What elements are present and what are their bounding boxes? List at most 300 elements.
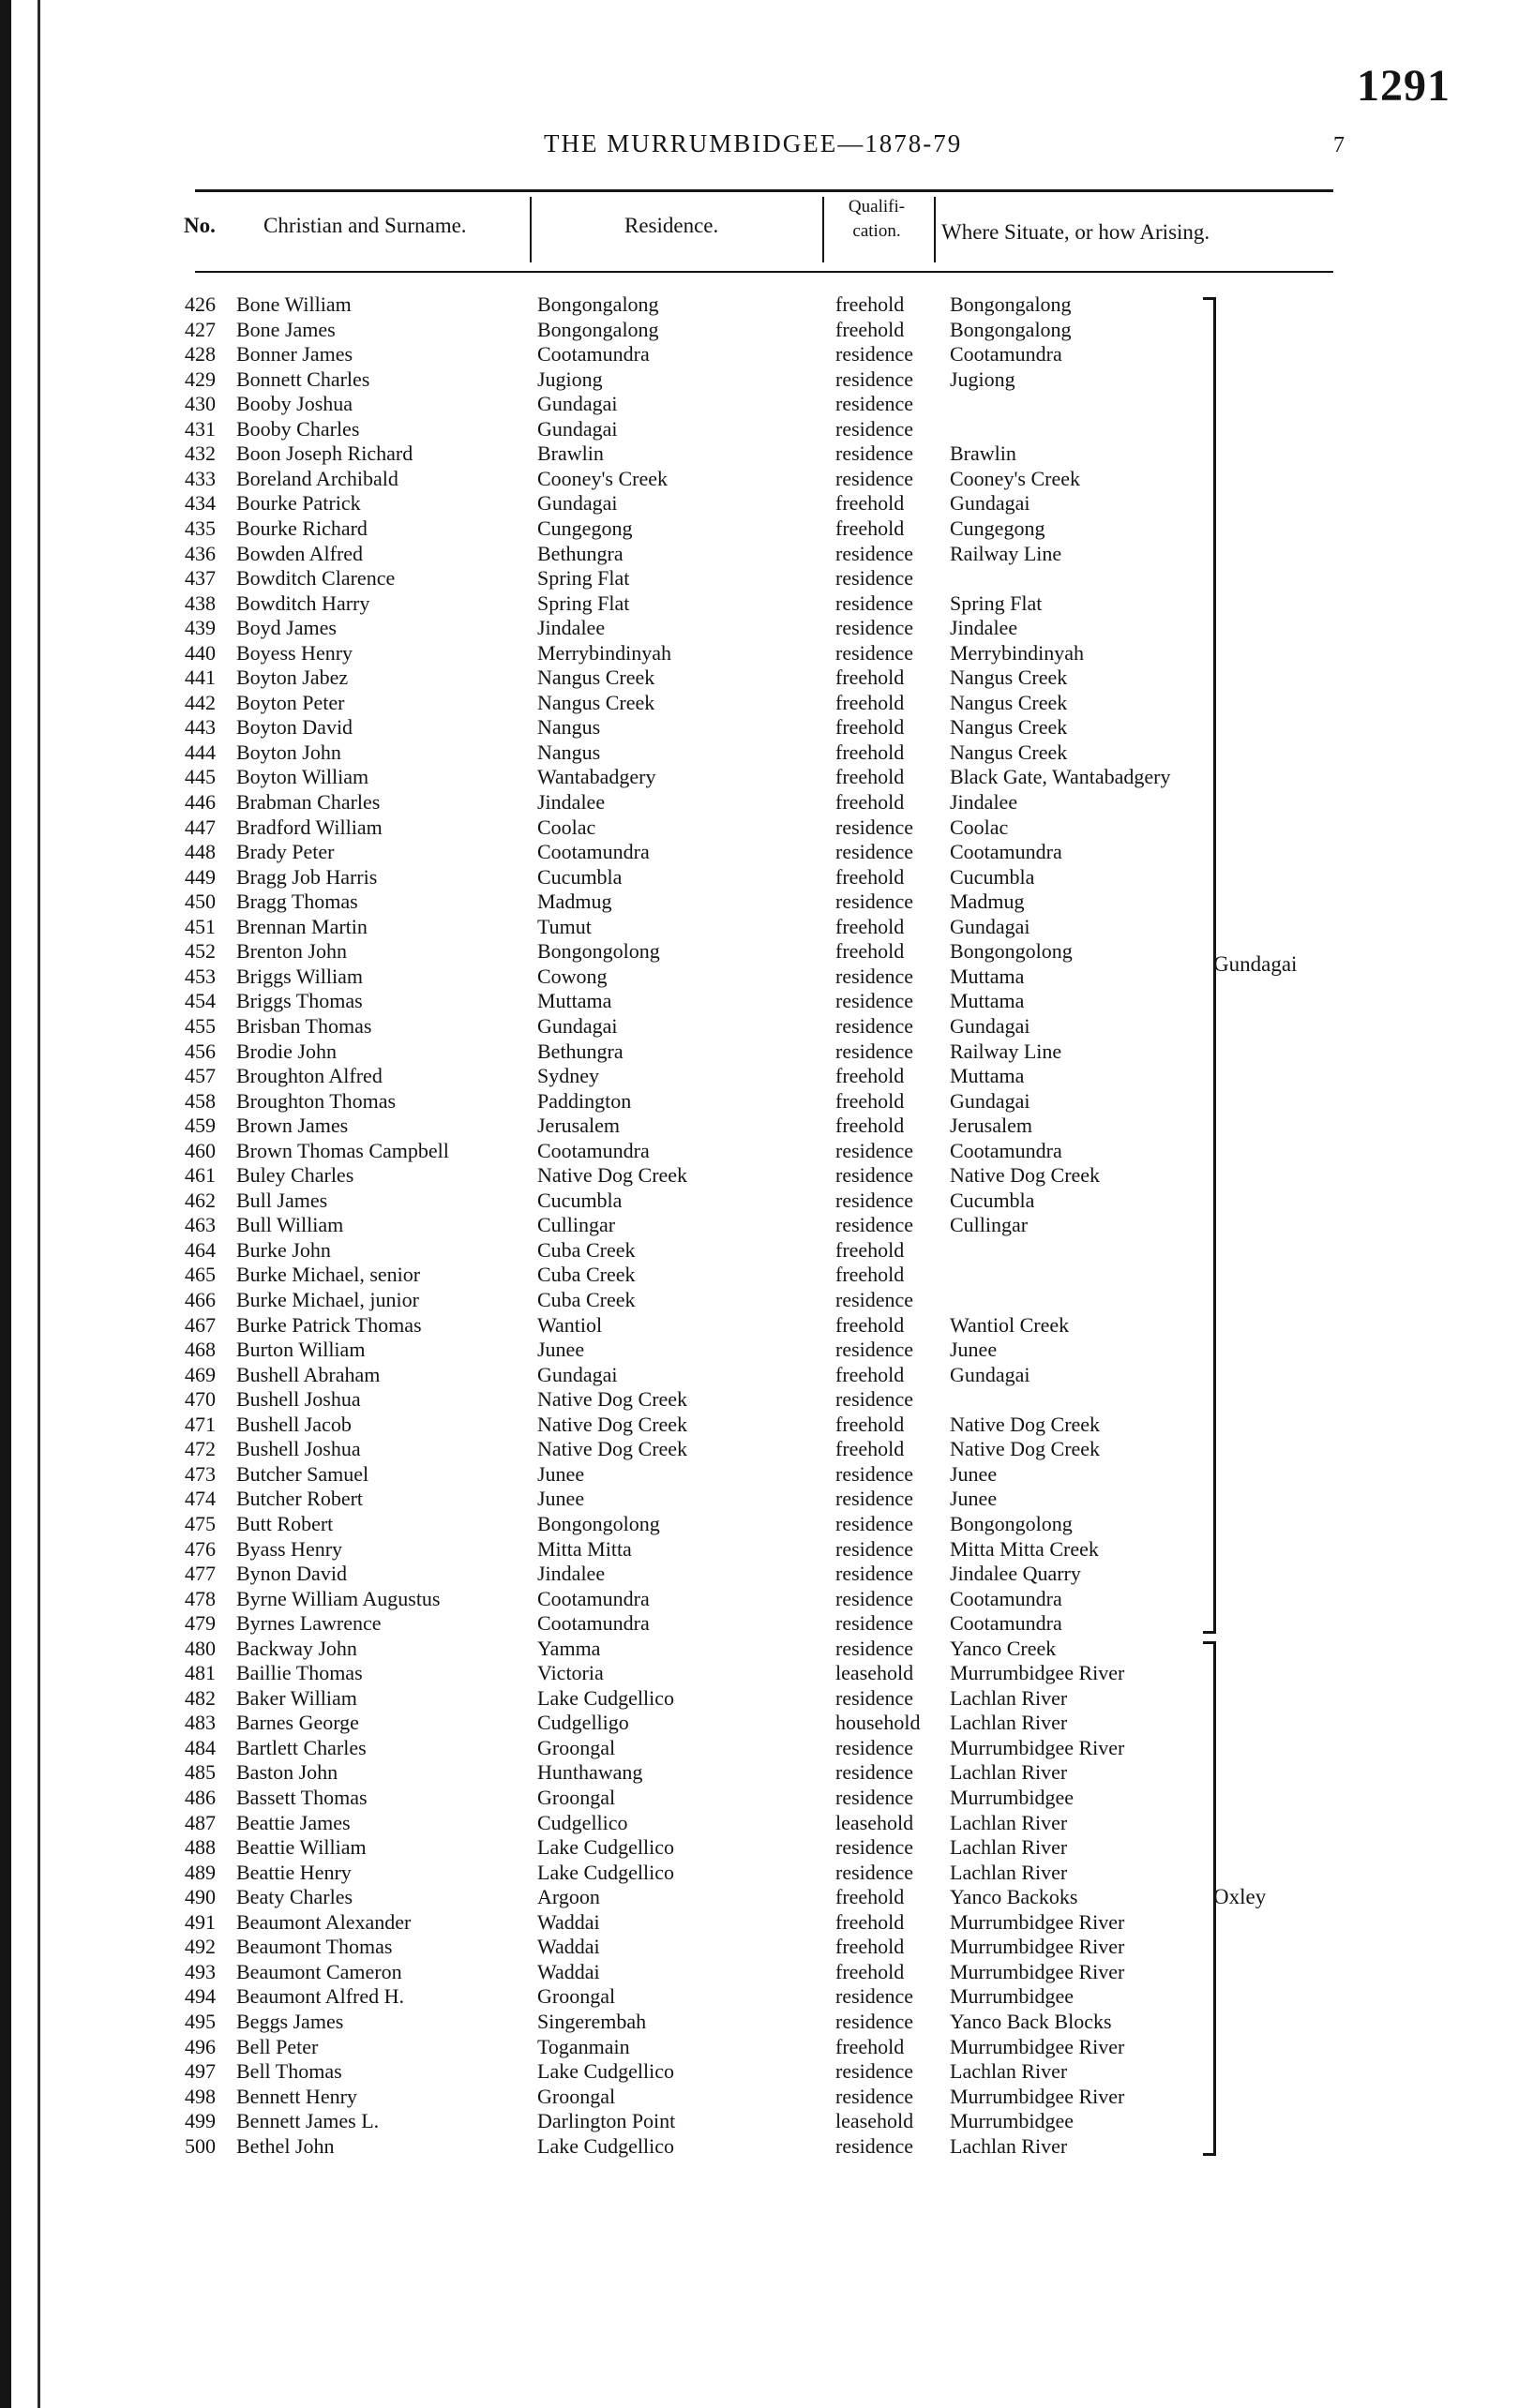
entry-name: Baillie Thomas	[236, 1661, 363, 1685]
entry-residence: Cudgellico	[537, 1810, 628, 1834]
entry-where-situate: Jerusalem	[950, 1114, 1032, 1138]
entry-residence: Lake Cudgellico	[537, 1860, 675, 1884]
entry-residence: Cootamundra	[537, 840, 650, 864]
entry-name: Bushell Jacob	[236, 1412, 352, 1436]
entry-name: Bowditch Harry	[236, 591, 370, 615]
entry-residence: Groongal	[537, 1735, 616, 1759]
entry-where-situate: Junee	[950, 1487, 998, 1511]
brace-end	[1203, 2153, 1216, 2156]
entry-number: 497	[185, 2059, 216, 2084]
entry-residence: Gundagai	[537, 416, 618, 441]
entry-residence: Muttama	[537, 989, 612, 1013]
entry-where-situate: Lachlan River	[950, 1711, 1068, 1735]
entry-name: Brown Thomas Campbell	[236, 1138, 449, 1162]
entry-where-situate: Bongongolong	[950, 1511, 1073, 1535]
entry-residence: Spring Flat	[537, 566, 630, 591]
entry-where-situate: Gundagai	[950, 914, 1030, 938]
entry-number: 482	[185, 1685, 216, 1710]
entry-number: 468	[185, 1338, 216, 1362]
entry-name: Brown James	[236, 1114, 349, 1138]
entry-where-situate: Madmug	[950, 890, 1025, 914]
entry-number: 426	[185, 292, 216, 316]
entry-where-situate: Muttama	[950, 964, 1025, 988]
entry-number: 480	[185, 1636, 216, 1660]
entry-qualification: leasehold	[835, 1661, 914, 1685]
entry-qualification: freehold	[835, 914, 905, 938]
entry-qualification: residence	[835, 1835, 914, 1860]
entry-where-situate: Bongongalong	[950, 317, 1072, 341]
page-title: THE MURRUMBIDGEE—1878-79	[544, 129, 963, 157]
entry-name: Briggs Thomas	[236, 989, 363, 1013]
entry-qualification: residence	[835, 1586, 914, 1610]
entry-residence: Lake Cudgellico	[537, 1685, 675, 1710]
group-label: Gundagai	[1213, 951, 1298, 976]
entry-name: Bennett Henry	[236, 2084, 357, 2108]
entry-where-situate: Murrumbidgee	[950, 1786, 1074, 1809]
entry-residence: Yamma	[537, 1636, 601, 1660]
entry-residence: Junee	[537, 1487, 585, 1511]
entry-number: 474	[185, 1487, 216, 1511]
entry-residence: Brawlin	[537, 441, 604, 466]
entry-qualification: freehold	[835, 1312, 905, 1337]
entry-name: Boyess Henry	[236, 640, 353, 665]
entry-qualification: residence	[835, 392, 914, 416]
entry-name: Bell Thomas	[236, 2059, 342, 2084]
entry-where-situate: Murrumbidgee River	[950, 1661, 1125, 1685]
entry-residence: Jindalee	[537, 1562, 606, 1586]
entry-name: Beaumont Alfred H.	[236, 1984, 405, 2009]
entry-name: Bonner James	[236, 342, 353, 366]
column-divider	[530, 197, 532, 262]
entry-qualification: residence	[835, 416, 914, 441]
entry-qualification: residence	[835, 1188, 914, 1212]
entry-residence: Lake Cudgellico	[537, 2133, 675, 2158]
entry-number: 489	[185, 1860, 216, 1884]
entry-qualification: residence	[835, 1039, 914, 1063]
entry-residence: Cungegong	[537, 516, 633, 540]
entry-number: 473	[185, 1461, 216, 1486]
entry-name: Booby Joshua	[236, 392, 353, 416]
entry-where-situate: Yanco Backoks	[950, 1885, 1078, 1909]
entry-name: Beattie William	[236, 1835, 367, 1860]
entry-name: Bowditch Clarence	[236, 566, 396, 591]
entry-number: 462	[185, 1188, 216, 1212]
entry-number: 467	[185, 1312, 216, 1337]
entry-name: Baston John	[236, 1760, 338, 1785]
brace-end	[1203, 297, 1216, 300]
entry-residence: Nangus Creek	[537, 666, 655, 690]
entry-number: 492	[185, 1935, 216, 1959]
entry-number: 454	[185, 989, 216, 1013]
entry-qualification: freehold	[835, 790, 905, 814]
entry-where-situate: Junee	[950, 1338, 998, 1362]
entry-qualification: residence	[835, 1984, 914, 2009]
entry-residence: Nangus	[537, 740, 601, 764]
entry-residence: Cudgelligo	[537, 1711, 629, 1735]
entry-qualification: residence	[835, 541, 914, 565]
entry-where-situate: Murrumbidgee River	[950, 2084, 1125, 2108]
entry-name: Brisban Thomas	[236, 1013, 372, 1038]
entry-number: 496	[185, 2034, 216, 2058]
entry-name: Bowden Alfred	[236, 541, 364, 565]
entry-qualification: freehold	[835, 1263, 905, 1287]
entry-where-situate: Murrumbidgee River	[950, 1909, 1125, 1934]
entry-where-situate: Yanco Creek	[950, 1636, 1057, 1660]
entry-name: Bragg Thomas	[236, 890, 358, 914]
entry-where-situate: Cucumbla	[950, 864, 1035, 889]
brace-end	[1203, 1641, 1216, 1644]
entry-name: Boyton Peter	[236, 690, 345, 714]
entry-residence: Argoon	[537, 1885, 600, 1909]
entry-where-situate: Jugiong	[950, 366, 1015, 391]
entry-qualification: freehold	[835, 1088, 905, 1113]
entry-name: Brady Peter	[236, 840, 335, 864]
entry-qualification: residence	[835, 441, 914, 466]
entry-name: Bartlett Charles	[236, 1735, 367, 1759]
entry-qualification: residence	[835, 616, 914, 640]
entry-number: 429	[185, 366, 216, 391]
entry-where-situate: Murrumbidgee River	[950, 1959, 1125, 1983]
entry-qualification: residence	[835, 366, 914, 391]
entry-qualification: residence	[835, 1213, 914, 1237]
entry-name: Bone James	[236, 317, 336, 341]
entry-number: 451	[185, 914, 216, 938]
entry-where-situate: Lachlan River	[950, 2133, 1068, 2158]
entry-name: Briggs William	[236, 964, 363, 988]
entry-residence: Bethungra	[537, 541, 624, 565]
entry-name: Boyd James	[236, 616, 337, 640]
entry-qualification: freehold	[835, 1885, 905, 1909]
entry-where-situate: Junee	[950, 1461, 998, 1486]
entry-number: 434	[185, 491, 216, 516]
entry-qualification: residence	[835, 1461, 914, 1486]
entry-number: 438	[185, 591, 216, 615]
entry-residence: Paddington	[537, 1088, 632, 1113]
entry-where-situate: Brawlin	[950, 441, 1016, 466]
entry-residence: Cootamundra	[537, 342, 650, 366]
entry-where-situate: Lachlan River	[950, 1685, 1068, 1710]
header-bottom-rule	[195, 271, 1333, 273]
entry-number: 443	[185, 715, 216, 740]
entry-where-situate: Lachlan River	[950, 1835, 1068, 1860]
book-spine-shadow	[0, 0, 11, 2408]
entry-name: Bourke Patrick	[236, 491, 361, 516]
header-qualification: Qualifi-cation.	[848, 197, 906, 241]
entry-name: Burke Michael, senior	[236, 1263, 421, 1287]
entry-qualification: residence	[835, 1611, 914, 1636]
entry-name: Butcher Robert	[236, 1487, 364, 1511]
entry-name: Boyton William	[236, 765, 369, 789]
entry-where-situate: Bongongolong	[950, 939, 1073, 964]
entry-where-situate: Gundagai	[950, 1362, 1030, 1386]
entry-where-situate: Bongongalong	[950, 292, 1072, 316]
entry-residence: Merrybindinyah	[537, 640, 671, 665]
entry-where-situate: Jindalee	[950, 790, 1018, 814]
entry-residence: Tumut	[537, 914, 592, 938]
entry-name: Bonnett Charles	[236, 366, 370, 391]
entry-qualification: freehold	[835, 1237, 905, 1262]
entry-residence: Cucumbla	[537, 1188, 623, 1212]
entry-qualification: residence	[835, 2009, 914, 2033]
entry-residence: Lake Cudgellico	[537, 2059, 675, 2084]
entry-where-situate: Cooney's Creek	[950, 466, 1080, 490]
entry-number: 437	[185, 566, 216, 591]
entry-number: 466	[185, 1288, 216, 1311]
entry-number: 470	[185, 1387, 216, 1412]
entry-qualification: residence	[835, 1138, 914, 1162]
entry-number: 487	[185, 1810, 216, 1834]
entry-residence: Cootamundra	[537, 1611, 650, 1636]
entry-qualification: residence	[835, 466, 914, 490]
entry-number: 491	[185, 1909, 216, 1934]
entry-qualification: residence	[835, 989, 914, 1013]
entry-residence: Waddai	[537, 1935, 600, 1959]
entry-residence: Jerusalem	[537, 1114, 620, 1138]
entry-name: Boyton Jabez	[236, 666, 349, 690]
entry-number: 449	[185, 864, 216, 889]
entry-number: 479	[185, 1611, 216, 1636]
entry-name: Brodie John	[236, 1039, 337, 1063]
column-divider	[934, 197, 936, 262]
entry-name: Brabman Charles	[236, 790, 381, 814]
entry-name: Beaumont Thomas	[236, 1935, 393, 1959]
entry-name: Boyton David	[236, 715, 353, 740]
entry-name: Butcher Samuel	[236, 1461, 369, 1486]
entry-where-situate: Muttama	[950, 1064, 1025, 1088]
entry-qualification: freehold	[835, 1437, 905, 1461]
entry-residence: Bongongolong	[537, 1511, 660, 1535]
entry-residence: Groongal	[537, 2084, 616, 2108]
entry-number: 481	[185, 1661, 216, 1685]
entry-qualification: residence	[835, 1338, 914, 1362]
entry-name: Barnes George	[236, 1711, 359, 1735]
entry-name: Beggs James	[236, 2009, 344, 2033]
entry-qualification: freehold	[835, 516, 905, 540]
entry-name: Baker William	[236, 1685, 357, 1710]
entry-name: Beattie Henry	[236, 1860, 352, 1884]
entry-number: 432	[185, 441, 216, 466]
entry-name: Beattie James	[236, 1810, 351, 1834]
entry-number: 452	[185, 939, 216, 964]
entry-number: 444	[185, 740, 216, 764]
entry-qualification: residence	[835, 2084, 914, 2108]
entry-number: 441	[185, 666, 216, 690]
entry-residence: Gundagai	[537, 392, 618, 416]
entry-residence: Spring Flat	[537, 591, 630, 615]
entry-residence: Cuba Creek	[537, 1237, 636, 1262]
entry-qualification: residence	[835, 640, 914, 665]
entry-where-situate: Nangus Creek	[950, 666, 1068, 690]
entry-where-situate: Gundagai	[950, 1088, 1030, 1113]
entry-number: 461	[185, 1163, 216, 1188]
entry-residence: Jugiong	[537, 366, 603, 391]
entry-qualification: freehold	[835, 1959, 905, 1983]
entry-qualification: freehold	[835, 317, 905, 341]
entry-name: Burton William	[236, 1338, 366, 1362]
entry-qualification: residence	[835, 342, 914, 366]
entry-number: 459	[185, 1114, 216, 1138]
column-divider	[822, 197, 824, 262]
entry-residence: Coolac	[537, 815, 596, 839]
entry-residence: Native Dog Creek	[537, 1437, 688, 1461]
entry-residence: Bongongolong	[537, 939, 660, 964]
entry-number: 448	[185, 840, 216, 864]
entry-number: 500	[185, 2133, 216, 2158]
entry-qualification: freehold	[835, 740, 905, 764]
entry-number: 477	[185, 1562, 216, 1586]
entry-qualification: freehold	[835, 666, 905, 690]
entry-where-situate: Lachlan River	[950, 1760, 1068, 1785]
entry-residence: Nangus Creek	[537, 690, 655, 714]
group-label: Oxley	[1213, 1885, 1267, 1909]
entry-qualification: residence	[835, 1562, 914, 1586]
entry-where-situate: Jindalee Quarry	[950, 1562, 1081, 1586]
entry-number: 445	[185, 765, 216, 789]
entry-number: 435	[185, 516, 216, 540]
entry-qualification: residence	[835, 1387, 914, 1412]
entry-qualification: freehold	[835, 864, 905, 889]
entry-number: 469	[185, 1362, 216, 1386]
entry-number: 475	[185, 1511, 216, 1535]
entry-number: 428	[185, 342, 216, 366]
entry-qualification: residence	[835, 2133, 914, 2158]
entry-residence: Sydney	[537, 1064, 599, 1088]
entry-qualification: residence	[835, 1536, 914, 1561]
entry-residence: Cullingar	[537, 1213, 616, 1237]
entry-qualification: freehold	[835, 491, 905, 516]
entry-name: Boyton John	[236, 740, 341, 764]
entry-name: Bethel John	[236, 2133, 335, 2158]
entry-name: Boreland Archibald	[236, 466, 398, 490]
entry-name: Bradford William	[236, 815, 383, 839]
entry-residence: Darlington Point	[537, 2109, 676, 2133]
entry-number: 494	[185, 1984, 216, 2009]
entry-residence: Singerembah	[537, 2009, 647, 2033]
entry-number: 485	[185, 1760, 216, 1785]
entry-qualification: freehold	[835, 690, 905, 714]
entry-where-situate: Murrumbidgee River	[950, 1935, 1125, 1959]
header-top-rule	[195, 189, 1333, 192]
entry-number: 447	[185, 815, 216, 839]
entry-where-situate: Coolac	[950, 815, 1009, 839]
entry-residence: Jindalee	[537, 616, 606, 640]
entry-where-situate: Cungegong	[950, 516, 1045, 540]
entry-residence: Bongongalong	[537, 292, 659, 316]
entry-residence: Hunthawang	[537, 1760, 643, 1785]
entry-where-situate: Wantiol Creek	[950, 1312, 1070, 1337]
entry-where-situate: Jindalee	[950, 616, 1018, 640]
entry-residence: Cowong	[537, 964, 608, 988]
entry-qualification: residence	[835, 890, 914, 914]
entry-where-situate: Gundagai	[950, 1013, 1030, 1038]
entry-number: 456	[185, 1039, 216, 1063]
entry-qualification: residence	[835, 840, 914, 864]
entry-number: 464	[185, 1237, 216, 1262]
entry-residence: Junee	[537, 1461, 585, 1486]
entry-where-situate: Spring Flat	[950, 591, 1043, 615]
entry-name: Butt Robert	[236, 1511, 334, 1535]
entry-residence: Groongal	[537, 1984, 616, 2009]
entry-number: 483	[185, 1711, 216, 1735]
entry-number: 460	[185, 1138, 216, 1162]
entry-residence: Lake Cudgellico	[537, 1835, 675, 1860]
entry-qualification: residence	[835, 1511, 914, 1535]
entry-residence: Wantiol	[537, 1312, 603, 1337]
entry-where-situate: Gundagai	[950, 491, 1030, 516]
page-number: 1291	[1357, 61, 1450, 111]
entry-where-situate: Cucumbla	[950, 1188, 1035, 1212]
entry-where-situate: Nangus Creek	[950, 715, 1068, 740]
entry-residence: Groongal	[537, 1786, 616, 1809]
entry-name: Backway John	[236, 1636, 357, 1660]
entry-qualification: leasehold	[835, 2109, 914, 2133]
entry-name: Brenton John	[236, 939, 347, 964]
entry-qualification: freehold	[835, 715, 905, 740]
entry-residence: Native Dog Creek	[537, 1163, 688, 1188]
entry-where-situate: Murrumbidgee River	[950, 2034, 1125, 2058]
entry-qualification: residence	[835, 1786, 914, 1809]
entry-where-situate: Nangus Creek	[950, 740, 1068, 764]
entry-where-situate: Cootamundra	[950, 1586, 1062, 1610]
entry-name: Bennett James L.	[236, 2109, 380, 2133]
entry-residence: Jindalee	[537, 790, 606, 814]
entry-where-situate: Merrybindinyah	[950, 640, 1084, 665]
header-number: No.	[184, 214, 216, 237]
entry-residence: Madmug	[537, 890, 612, 914]
entry-number: 463	[185, 1213, 216, 1237]
entry-name: Buley Charles	[236, 1163, 354, 1188]
entry-qualification: residence	[835, 2059, 914, 2084]
entry-qualification: freehold	[835, 1064, 905, 1088]
entry-qualification: freehold	[835, 1935, 905, 1959]
entry-qualification: freehold	[835, 765, 905, 789]
entry-where-situate: Murrumbidgee River	[950, 1735, 1125, 1759]
entry-where-situate: Lachlan River	[950, 1810, 1068, 1834]
entry-qualification: residence	[835, 1013, 914, 1038]
entry-residence: Bethungra	[537, 1039, 624, 1063]
page-edge-line	[38, 0, 40, 2408]
entry-name: Bassett Thomas	[236, 1786, 368, 1809]
entry-qualification: residence	[835, 566, 914, 591]
entry-where-situate: Native Dog Creek	[950, 1163, 1101, 1188]
entry-number: 490	[185, 1885, 216, 1909]
entry-name: Bull James	[236, 1188, 328, 1212]
entry-number: 499	[185, 2109, 216, 2133]
entry-name: Bell Peter	[236, 2034, 319, 2058]
entry-number: 486	[185, 1786, 216, 1809]
entry-name: Burke Patrick Thomas	[236, 1312, 422, 1337]
entry-where-situate: Railway Line	[950, 1039, 1062, 1063]
entry-number: 436	[185, 541, 216, 565]
entry-where-situate: Murrumbidgee	[950, 2109, 1074, 2133]
entry-name: Burke John	[236, 1237, 331, 1262]
entry-residence: Cuba Creek	[537, 1263, 636, 1287]
entry-qualification: residence	[835, 1288, 914, 1311]
entry-number: 465	[185, 1263, 216, 1287]
header-where-situate: Where Situate, or how Arising.	[941, 220, 1210, 244]
entry-number: 476	[185, 1536, 216, 1561]
entry-number: 495	[185, 2009, 216, 2033]
entry-name: Bull William	[236, 1213, 344, 1237]
entry-where-situate: Nangus Creek	[950, 690, 1068, 714]
entry-number: 488	[185, 1835, 216, 1860]
entry-name: Beaumont Cameron	[236, 1959, 402, 1983]
entry-residence: Bongongalong	[537, 317, 659, 341]
entry-qualification: leasehold	[835, 1810, 914, 1834]
entry-name: Bushell Joshua	[236, 1387, 361, 1412]
entry-name: Boon Joseph Richard	[236, 441, 413, 466]
entry-name: Byrnes Lawrence	[236, 1611, 382, 1636]
